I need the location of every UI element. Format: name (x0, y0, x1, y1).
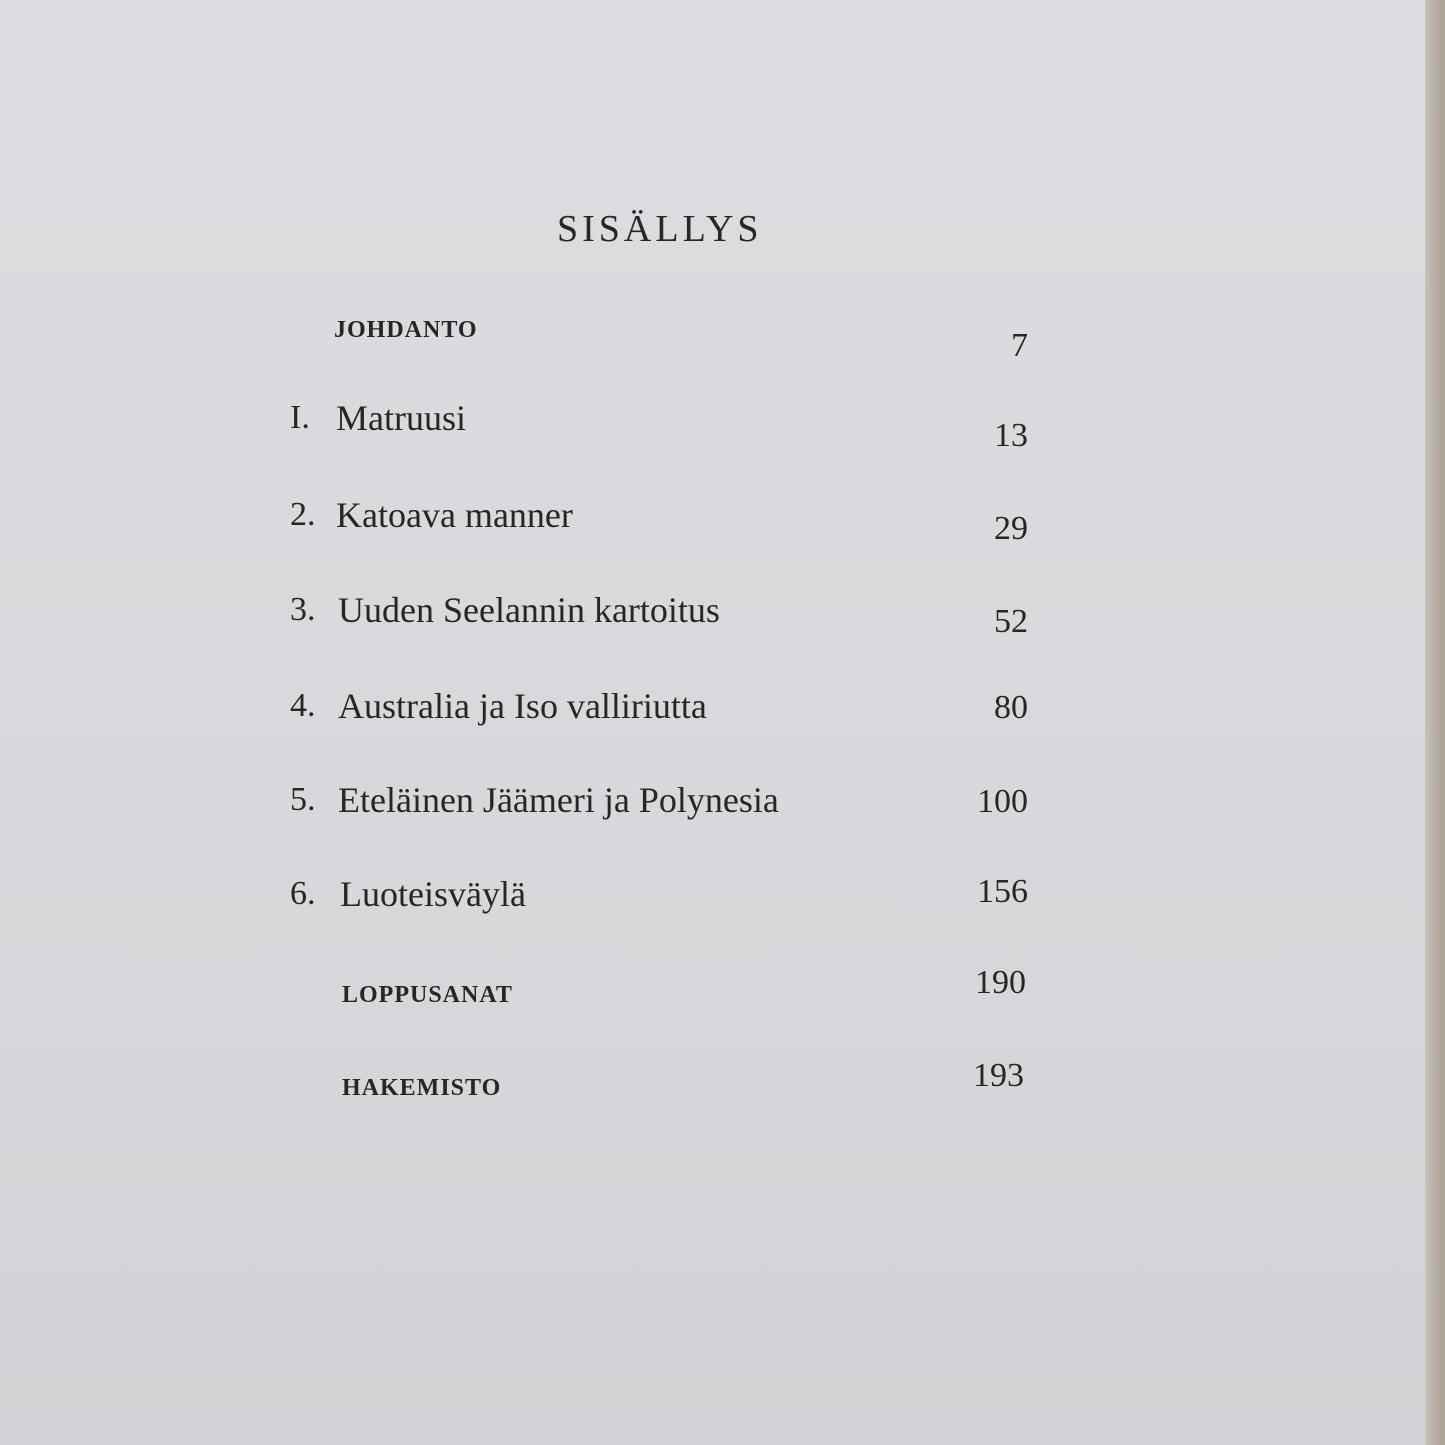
toc-entry (290, 686, 1050, 746)
toc-entry-page: 80 (994, 689, 1028, 726)
toc-entry-page: 29 (994, 510, 1028, 547)
toc-entry-page: 52 (994, 603, 1028, 640)
toc-entry (290, 874, 1050, 934)
toc-entry-label: LOPPUSANAT (342, 982, 513, 1008)
toc-entry-page: 7 (1011, 327, 1028, 364)
toc-entry (290, 310, 1050, 370)
toc-entry-number: I. (290, 399, 310, 436)
toc-entry (290, 495, 1050, 555)
toc-entry (290, 780, 1050, 840)
toc-entry-label: Australia ja Iso valliriutta (338, 686, 707, 726)
toc-entry-label: HAKEMISTO (342, 1075, 502, 1101)
toc-entry-label: Luoteisväylä (340, 874, 526, 914)
toc-entry-page: 156 (977, 873, 1028, 910)
page-title: SISÄLLYS (557, 208, 763, 250)
toc-entry-number: 3. (290, 591, 316, 628)
toc-entry-label: Uuden Seelannin kartoitus (338, 590, 720, 630)
toc-entry (290, 398, 1050, 458)
toc-entry-number: 2. (290, 496, 316, 533)
toc-entry-number: 4. (290, 687, 316, 724)
toc-entry-page: 100 (977, 783, 1028, 820)
toc-entry-label: JOHDANTO (334, 317, 478, 343)
toc-entry-page: 193 (973, 1057, 1024, 1094)
toc-entry-label: Katoava manner (336, 495, 573, 535)
toc-entry-label: Matruusi (336, 398, 466, 438)
page-edge (1425, 0, 1445, 1445)
toc-entry (290, 964, 1050, 1035)
toc-entry (290, 1057, 1050, 1128)
toc-entry-number: 5. (290, 781, 316, 818)
toc-entry-number: 6. (290, 875, 316, 912)
toc-entry-page: 13 (994, 417, 1028, 454)
toc-entry-page: 190 (975, 964, 1026, 1001)
toc-entry (290, 590, 1050, 650)
toc-entry-label: Eteläinen Jäämeri ja Polynesia (338, 780, 779, 820)
